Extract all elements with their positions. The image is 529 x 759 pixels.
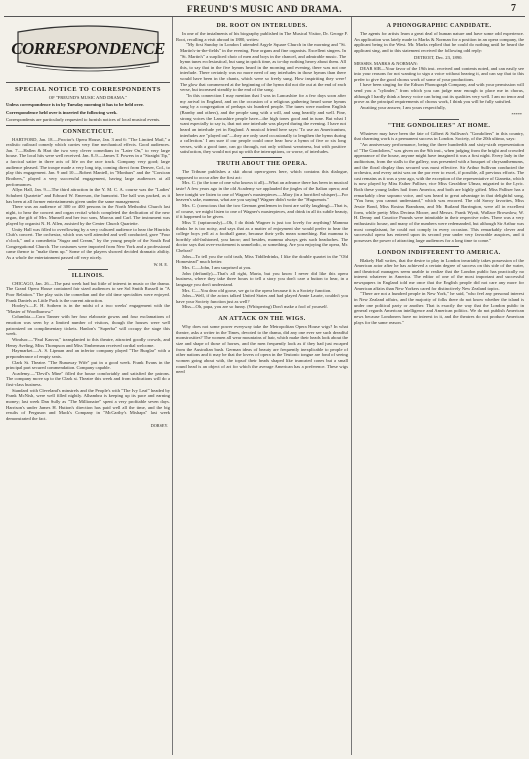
signature: ***** (511, 111, 522, 117)
divider (242, 157, 282, 158)
logo-text: CORRESPONDENCE (11, 39, 165, 58)
letter-date: DETROIT, Dec. 23, 1890. (414, 54, 463, 60)
section-heading: AN ATTACK ON THE WIGS. (218, 316, 306, 323)
article-paragraph: John—To tell you the cold truth, Miss Tiddledrinks, I like the double quartet in the "Old Homestead" much better. (176, 253, 348, 265)
page-number: 7 (511, 3, 516, 14)
letter-paragraph: DEAR SIR—Your favor of the 19th inst. received and contents noted, and can easily see into your reasons for not wanting to sign a voice without hearing it, and can say that to this prefer to give the good chorus work of some of your productions. (354, 65, 524, 82)
notice-line: Correspondence held over is inserted the following week. (6, 109, 118, 115)
article-paragraph: Standard with Cleveland's minstrels and the People's with "The Ivy Leaf" headed by Frank McNish, were well filled nightly. Alhambra is keeping up its pace and earning money; last week Dan Sully as "The Millionaire" spent a very profitable seven days. Harrison's under James H. Hutton's direction has paid well all the time, and the big results of Ferguson and Mack's Company in "McCarthy's Mishaps" last week demonstrated the fact. (6, 387, 170, 421)
article-paragraph: Hooley's.—E. H. Sothern is in the midst of a two weeks' engagement with the "Master of Woodbarrow." (6, 303, 170, 314)
letter-salutation: MESSRS. MARKS & NORMAN: (354, 60, 418, 66)
running-title: FREUND'S MUSIC AND DRAMA. (186, 5, 343, 15)
article-paragraph: John (defiantly)—That's all right, Marta, but you know I never did like this opera business, where they take three hours to tell a story you don't care a button to hear, in a language you don't understand. (176, 270, 348, 287)
section-heading: LONDON INDIFFERENT TO AMERICA. (377, 249, 501, 256)
article-paragraph: Blakely Hall writes, that the desire to play in London invariably takes possession of the American actor after he has achieved a certain degree of success on this side of the water, and theatrical managers seem unable to realize that the London public has practically no interest whatever in America. The editor of one of the most important and successful newspapers in England told me once that the English people did not care any more for American affairs than New Yorkers cared for distinctively New Zealand topics. (354, 257, 524, 291)
correspondence-logo (6, 20, 170, 80)
notice-line: Unless correspondence is in by Tuesday morning it has to be held over. (6, 102, 144, 107)
article-paragraph: "There are not a hundred people in New York," he said, "who feel any personal interest in New Zealand affairs, and the majority of folks there do not know whether the island is under one political party or another. That is exactly the way that the London public in general regards American intelligence and American politics. We do not publish American news because Londoners have no interest in it, and the theatres do not produce American plays for the same reason." (354, 291, 524, 325)
article-paragraph: The agents for artists learn a great deal of human nature and have some odd experience. An application was lately made to Marks & Norman for a position in an opera company, the applicant being in the West. Mr. Marks replied that he could do nothing until he heard the applicant sing, and to this statement received the following odd reply: (354, 31, 524, 53)
divider (6, 82, 170, 83)
section-heading: DR. ROOT ON INTERLUDES. (216, 23, 308, 29)
article-paragraph: Allyn Hall, Jan. 9.—The third attraction in the Y. M. C. A. course was the "Ladies' Schubert Quartette" and Edward W. Emerson, the humorist. The hall was packed, as it has been at all former entertainments given under the same management. (6, 187, 170, 204)
article-paragraph: Miss T. (rapturously)—Oh, I do think Wagner is just too lovely for anything! Mamma thinks he is too noisy, and says that as a matter of enjoyment she would prefer to hear the college boys yell at a football game, because their yells mean something. But mamma is horribly old-fashioned, you know; and besides, mamma always gets such headaches. The doctor says that over-excitement is unmelodic, or something. Are you enjoying the opera, Mr. Chelsea? (176, 219, 348, 254)
section-heading: TRUTH ABOUT THE OPERA. (216, 161, 308, 168)
notice-heading: SPECIAL NOTICE TO CORRESPONDENTS (15, 86, 161, 93)
divider (419, 246, 459, 247)
article-paragraph: Why does not some power everyway take the Metropolitan Opera House wigs? In what theatre, asks a writer in the Times, devoted to the drama, did any one ever see such dreadful monstrosities? The women all wear mountains of hair, which make their heads look about the size and shape of those of horses, and the men frequently look as if they had just escaped from the Australian bush. German ideas of beauty are frequently inexplicable to people of other nations and it may be that the lovers of opera in the Teutonic tongue are fond of seeing women going about with, the topsof their heads shaped like truncated cones but a small round head is an object of art for which the average American has a preference. These wigs need (176, 324, 348, 375)
signature: DORSEY. (150, 422, 168, 428)
letter-paragraph: Awaiting your answer, I am yours respectfully, (360, 105, 446, 111)
article-paragraph: Unity Hall was filled to overflowing by a very cultured audience to hear the Hinrichs Club's concert. The orchestra, which was well attended and well conducted, gave "Four o'clock," and a comedietta "Sugar and Cream," by the young people of the South End Congregational Church. The costumes were imported from New York and a professional came thence to "make them up." Some of the players showed decided dramatic ability. As a whole the entertainment passed off very nicely. (6, 226, 170, 260)
article-paragraph: CHICAGO, Jan. 26.—The past week had but little of interest in music or the drama. The Grand Opera House contained fair sized audiences to see Sol Smith Russell in "A Poor Relation." The play suits the comedian and the old time specialties were enjoyed. Frank Daniels as Little Puck is the current attraction. (6, 280, 170, 303)
section-heading: A PHONOGRAPHIC CANDIDATE. (386, 23, 492, 29)
letter-paragraph: I have been singing for the Edison Phonograph Company, and with your permission will send you a "cylinder," from which you can judge near enough to place me in chorus, although I hardly think a heavy voice can bring out its qualities very well. I am no tenor and prove as the principal requirements of chorus work, I think you will be fully satisfied. (354, 82, 524, 105)
article-paragraph: John—Well, if the actors talked United States and had played Annie Laurie, couldn't you have your Society function just as well? (176, 293, 348, 304)
column-middle (176, 20, 348, 754)
article-paragraph: Clark St. Theatre. "The Runaway Wife" put in a good week. Frank Evans in the principal part secured commendation. Company capable. (6, 359, 170, 371)
article-paragraph: Columbia.—Cora Tanner with her four elaborate gowns and four exclamations of emotion was seen by a limited number of visitors, though the houses were well patronized on complimentary tickets. Hanlon's "Superba" will occupy the stage this week. (6, 314, 170, 337)
article-paragraph: Academy.—"Devil's Mine" filled the house comfortably and satisfied the patrons. The company move up to the Clark st. Theatre this week and from indications will do a first-class business. (6, 370, 170, 388)
header-rule (4, 16, 525, 17)
column-rule-1 (172, 17, 173, 755)
article-paragraph: Mrs. C.—You dear old goose, we go to the opera because it is a Society function. (182, 287, 332, 293)
divider (6, 125, 170, 126)
article-paragraph: Windsor.—"Paul Kauvar," transplanted to this theatre, attracted goodly crowds, and Henry Aveling, Miss Thompson and Miss Timberman received cordial welcome. (6, 337, 170, 348)
article-paragraph: "An anniversary performance, being the three hundredth and sixty-sixth representation of "The Gondoliers," was given on the 9th inst., when judging from the bright and crowded appearance of the house, anyone might have imagined it was a first night. Every lady in the auditorium, from the stalls to the gallery, was presented with a bouquet of chrysanthemums, and the floral display thus secured was most effective. Sir Arthur Sullivan conducted the orchestra, and every artist was on the par ever to excel, if possible, all previous efforts. The cast remains as it was a year ago, with the exception of the representative of Gianetta, which is now played by Miss Esther Palliser, vice Miss Geraldine Ulmar, migrated to the Lyric. Both these young ladies hail from America, and both are highly gifted. Miss Palliser has a remarkably clear soprano voice, and was heard to great advantage in that delightful song, "You hear, you cannot understand," which was encored. The old Savoy favorites, Miss Jessie Bond, Miss Rosina Brandram, and Mr. Rutland Barrington, were all in excellent form, while pretty Miss Decima Moore, and Messrs. Frank Wyatt, Wallace Brownlow, W. H. Denny and Courtice Pounds were inimitable in their respective roles. There was a very enthusiastic house, and many of the numbers were redemanded, but although Sir Arthur was most complaisant, he could not comply in every occasion. This remarkably clever and successful opera has entered upon its second year under very favorable auspices, and it possesses the power of attracting large audiences for a long time to come." (354, 141, 524, 243)
section-heading: CONNECTICUT. (62, 128, 114, 135)
notice-subheading: OF "FREUND'S MUSIC AND DRAMA." (48, 95, 128, 100)
column-left (6, 20, 170, 754)
article-paragraph: In one of the instalments of his biography published in The Musical Visitor, Dr. George F. Root, recalling a visit abroad in 1880, writes: (176, 31, 348, 42)
section-heading: ILLINOIS. (71, 272, 105, 279)
article-paragraph: "In this connection I may mention that I was in Lancashire for a few days soon after my arrival in England, and on the occasion of a religious gathering heard some hymns sung by a congregation of perhaps six hundred people. The tunes were modern English (Barnby and others), and the people sang with a will, and sang heartily and well. Fine, strong voices the Lancashire people have—the high tones good and in tune. But what I want especially to say is, that not one interlude was played during the evening. I have not heard an interlude yet in England. A musical friend here says: 'To use an Americanism, interludes are "played out"—they are only used occasionally to lengthen the hymn during a collection.' I am sure if our people could once hear how a hymn of five or six long verses, with a good tune, can go through, not only without weariness, but with positive satisfaction, they would not put up with the interruptions, or worse, of interludes. (180, 93, 346, 155)
article-paragraph: Mrs. C. (to the tone of one who knows it all)—What an advance there has been in musical taste! A few years ago in the old Academy we applauded the jingles of the Italian opera; and here tonight we listen to one of Wagner's masterpieces.—Mary (in a horrified whisper)—For heaven's sake, mamma, what are you saying? Wagner didn't write the "Huguenots." (176, 180, 348, 203)
column-rule-2 (351, 17, 352, 755)
article-paragraph: Mrs. C.—John, I am surprised at you. (182, 264, 252, 270)
notice-line: Correspondents are particularly requested to furnish notices of local musical events. (6, 117, 161, 122)
article-paragraph: HARTFORD, Jan. 18.—Proctor's Opera House, Jan. 3 and 6: "The Limited Mail," a realistic railroad comedy which carries very fine mechanical effects. Good audiences. Jan. 7.—Hallen & Hart the two very clever comedians in "Later On," to very large house. The local hits were well received. Jan. 8–9.—James T. Powers in a "Straight Tip," a farcical satire in three acts of life on the race track. Company very good; large audience pleased. The troupe made a very long trip, coming direct from Denver, Col., to play this engagement. Jan. 9 and 10.—Robert Mantell, in "Monbars" and the "Corsican Brothers," played a very successful engagement, having large audiences at all performances. (6, 136, 170, 187)
article-paragraph: "My first Sunday in London I attended Argyle Square Church in the morning and "St. Martin's-in-the-fields" in the evening. Fine organs and fine organists. Excellent singers. In "St. Martin's" a surpliced choir of men and boys in the chancel, and admirable music. The hymn tunes ecclesiastical, but sung in quick time, as to-day nothing heavy about them. All this, to say that in the five hymns heard in the morning and evening, there was not one interlude. There certainly was no more need of any interludes in those hymns than there would have been in the chants, which were so freely sung. How inspiriting they were! The glow that commenced at the beginning of the hymn did not die out at the end of each verse, but increased steadily to the end of the song. (180, 42, 346, 93)
divider (68, 269, 108, 270)
section-heading: "THE GONDOLIERS" AT HOME. (387, 122, 491, 129)
article-paragraph: There was an audience of 300 or 400 persons in the North Methodist Church last night, to hear the concert and organ recital which completed the dedication of the new organ, the gift of Mrs. Munsell and her two sons, Marcus and Carl. The instrument was played by organist N. H. Allen, assisted by the Center Church Quartette. (6, 204, 170, 227)
article-paragraph: Haymarket.—A. S. Lipman and an inferior company played "The Burglar" with a preponderance of empty seats. (6, 348, 170, 359)
signature: W. H. E. (153, 261, 168, 267)
article-paragraph: Mrs. C. (conscious that the two German gentlemen in front are softly laughing)—That is, of course, we might listen to one of Wagner's masterpieces, and drink in all its subtle beauty, if it happened to be given. (176, 202, 348, 220)
article-paragraph: The Tribune publishes a skit about opera-goers here, which contains this dialogue, supposed to occur after the first act: (176, 169, 348, 180)
divider (242, 312, 282, 313)
divider (419, 119, 459, 120)
article-paragraph: Whatever may have been the fate of Gilbert & Sullivan's "Gondoliers" in this country, that charming work is a permanent success in London. Society, of the 20th ultimo, says: (354, 130, 524, 142)
article-paragraph: Miss—Oh, papa, you are so funny. (Whispering) Don't make a fool of yourself. (182, 304, 328, 310)
column-right (354, 20, 524, 754)
